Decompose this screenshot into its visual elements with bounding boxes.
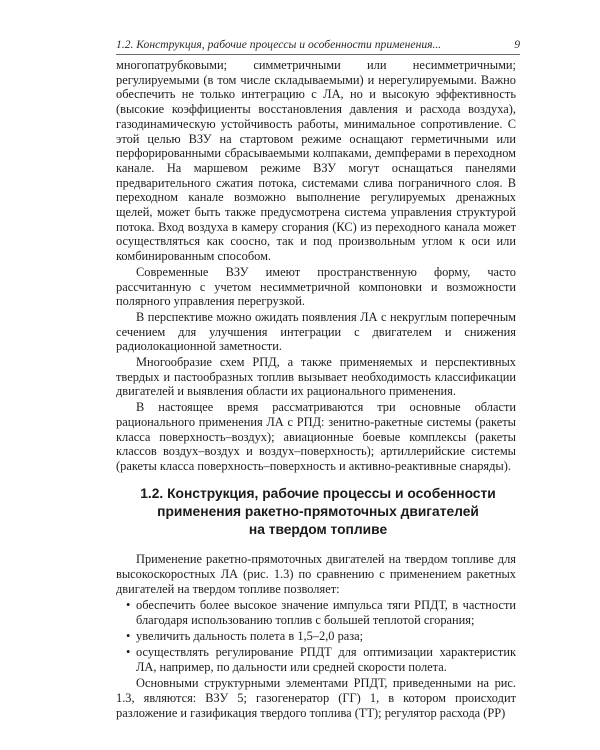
list-item-text: обеспечить более высокое значение импульса тяги РПДТ, в частности благодаря использованию топлив с большей теплотой сгорания; (136, 598, 516, 627)
section2-body (116, 552, 516, 722)
section-heading (116, 485, 520, 539)
paragraph: Основными структурными элементами РПДТ, приведенными на рис. 1.3, являются: ВЗУ 5; газогенератор (ГГ) 1, в котором происходит разложение и газификация твердого топлива (ТТ); регулятор расхода (РР) (116, 676, 516, 720)
intro-paragraph: Применение ракетно-прямоточных двигателей на твердом топливе для высокоскоростных ЛА (рис. 1.3) по сравнению с применением ракетных двигателей на твердом топливе позволяет: (116, 552, 516, 596)
list-item-text: осуществлять регулирование РПДТ для оптимизации характеристик ЛА, например, по дальности или средней скорости полета. (136, 645, 516, 674)
bullet-icon: • (126, 629, 131, 643)
header-divider (116, 54, 520, 55)
heading-line: применения ракетно-прямоточных двигателей (157, 504, 479, 519)
section1-body (116, 58, 516, 475)
bullet-icon: • (126, 645, 131, 659)
heading-line: на твердом топливе (248, 522, 388, 537)
paragraph: Многообразие схем РПД, а также применяемых и перспективных твердых и пастообразных топлив вызывает необходимость классификации двигателей и выявления области их рационального применения. (116, 355, 516, 399)
list-item-text: увеличить дальность полета в 1,5–2,0 раза; (136, 629, 364, 643)
list-item (116, 598, 516, 628)
paragraph-continued: многопатрубковыми; симметричными или несимметричными; регулируемыми (в том числе складываемыми) и нерегулируемыми. Важно обеспечить не только интеграцию с ЛА, но и высокую эффективность (высокие коэффициенты восстановления давления и расхода воздуха), газодинамическую устойчивость работы, минимальное сопротивление. С этой целью ВЗУ на стартовом режиме оснащают герметичными или перфорированными сбрасываемыми колпаками, демпферами в переходном канале. На маршевом режиме ВЗУ могут оснащаться панелями предварительного сжатия потока, системами слива пограничного слоя. В переходном канале возможно выполнение регулируемых дренажных щелей, может быть также предусмотрена система управления структурой потока. Вход воздуха в камеру сгорания (КС) из переходного канала может осуществляться как соосно, так и под произвольным углом к оси или комбинированным способом. (116, 58, 516, 264)
list-item (116, 645, 516, 675)
paragraph: Современные ВЗУ имеют пространственную форму, часто рассчитанную с учетом несимметричной компоновки и возможности полярного управления перегрузкой. (116, 264, 516, 309)
list-item (116, 629, 516, 644)
running-header (116, 38, 520, 51)
paragraph: В настоящее время рассматриваются три основные области рационального применения ЛА с РПД: зенитно-ракетные системы (ракеты класса поверхность–воздух); авиационные боевые комплексы (ракеты классов воздух–воздух и воздух–поверхность); артиллерийские системы (ракеты класса поверхность–поверхность и активно-реактивные снаряды). (116, 400, 516, 473)
running-title: 1.2. Конструкция, рабочие процессы и особенности применения... (116, 38, 442, 51)
paragraph: В перспективе можно ожидать появления ЛА с некруглым поперечным сечением для улучшения интеграции с двигателем и снижения радиолокационной заметности. (116, 309, 516, 354)
page-number: 9 (514, 38, 520, 51)
heading-line: 1.2. Конструкция, рабочие процессы и особенности (140, 486, 496, 501)
bullet-icon: • (126, 598, 131, 612)
